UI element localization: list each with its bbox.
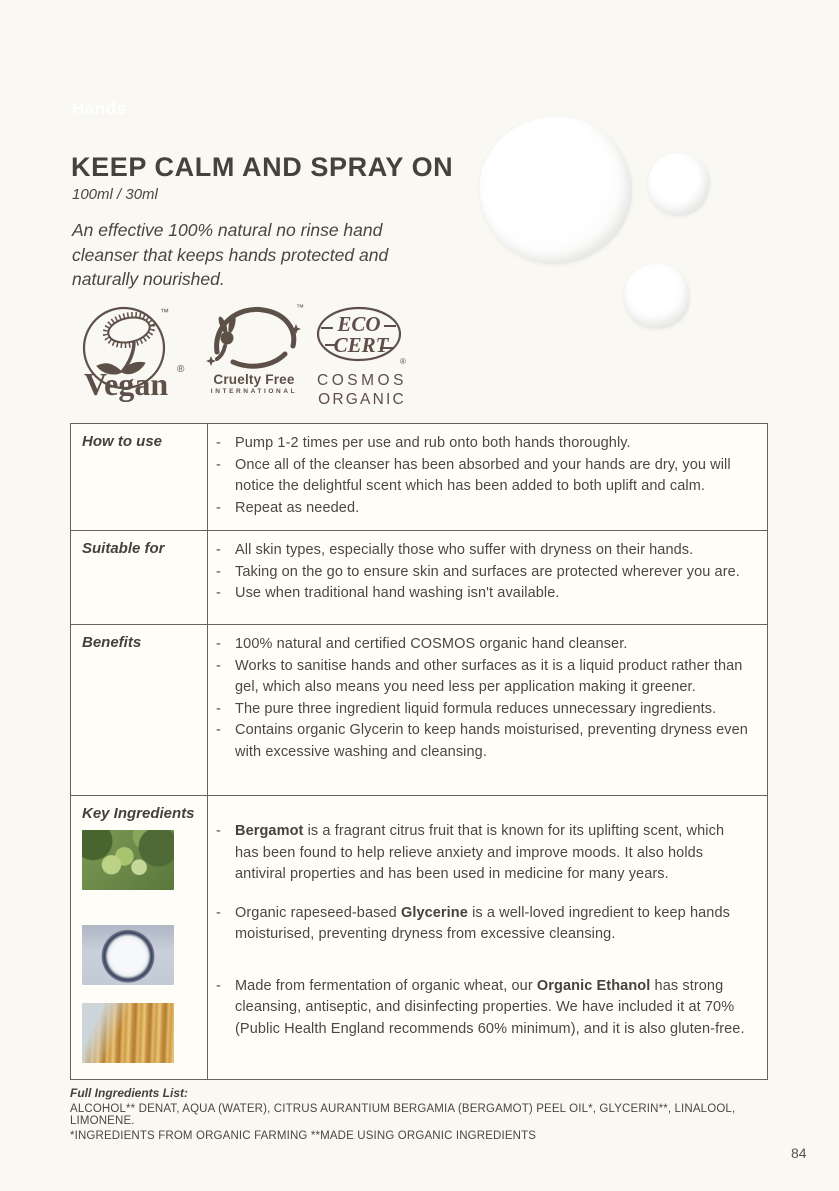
certification-badges [70, 298, 430, 406]
bullet-item [216, 540, 751, 562]
bullet-item [216, 699, 751, 721]
row-label-cell [71, 625, 208, 795]
page-title: KEEP CALM AND SPRAY ON [71, 152, 454, 182]
row-label: How to use [82, 433, 163, 450]
category-label: Hands [72, 99, 127, 118]
ecocert-logo-icon [316, 305, 408, 409]
row-content-cell [208, 625, 767, 795]
bullet-text: 100% natural and certified COSMOS organic hand cleanser. [235, 636, 628, 652]
row-content-cell [208, 424, 767, 530]
bullet-text: Use when traditional hand washing isn't available. [235, 585, 560, 601]
bullet-item [216, 498, 751, 520]
liquid-droplet-medium-image [648, 153, 710, 216]
svg-text:CERT: CERT [333, 333, 389, 357]
liquid-droplet-large-image [471, 107, 642, 274]
cruelty-free-sublabel: INTERNATIONAL [210, 388, 298, 395]
bullet-dash: - [216, 977, 221, 994]
row-label-cell [71, 424, 208, 530]
bullet-dash: - [216, 585, 221, 601]
vegan-logo-icon [72, 300, 194, 402]
full-ingredients-section [70, 1086, 776, 1142]
spec-table [70, 423, 768, 1080]
bullet-item [216, 455, 751, 498]
glycerine-photo [82, 925, 174, 985]
row-label-cell [71, 531, 208, 624]
bullet-dash: - [216, 657, 221, 674]
row-label: Benefits [82, 634, 142, 651]
bullet-text: Pump 1-2 times per use and rub onto both hands thoroughly. [235, 435, 631, 451]
svg-text:™: ™ [296, 303, 304, 312]
table-row [71, 530, 767, 624]
bullet-text: Contains organic Glycerin to keep hands moisturised, preventing dryness even with excessive washing and cleansing. [235, 722, 748, 760]
bullet-text: Taking on the go to ensure skin and surfaces are protected wherever you are. [235, 563, 740, 580]
bullet-dash: - [216, 456, 221, 473]
svg-text:™: ™ [160, 307, 169, 317]
bullet-dash: - [216, 823, 221, 839]
bullet-item [216, 976, 751, 1041]
liquid-droplet-small-image [619, 259, 695, 334]
bullet-dash: - [216, 435, 221, 451]
wheat-photo [82, 1003, 174, 1063]
size-label: 100ml / 30ml [72, 186, 158, 203]
bullet-item [216, 433, 751, 455]
ingredients-footnote: *INGREDIENTS FROM ORGANIC FARMING **MADE USING ORGANIC INGREDIENTS [70, 1130, 537, 1142]
bullet-text: Organic rapeseed-based Glycerine is a well-loved ingredient to keep hands moisturised, preventing dryness from excessive cleansing. [235, 904, 730, 942]
svg-text:®: ® [400, 357, 406, 366]
ecocert-caption-cosmos: COSMOS [317, 372, 407, 389]
table-row [71, 795, 767, 1079]
page-number: 84 [791, 1145, 807, 1161]
svg-text:Vegan: Vegan [84, 366, 169, 402]
svg-text:ECO: ECO [337, 312, 381, 336]
bullet-text: All skin types, especially those who suffer with dryness on their hands. [235, 542, 694, 558]
bullet-dash: - [216, 499, 221, 516]
bullet-dash: - [216, 722, 221, 738]
row-label-cell [71, 796, 208, 1079]
ingredients-list: ALCOHOL** DENAT, AQUA (WATER), CITRUS AURANTIUM BERGAMIA (BERGAMOT) PEEL OIL*, GLYCERIN**, LINALOOL, LIMONENE. [70, 1103, 736, 1127]
row-content-cell [208, 796, 767, 1079]
bullet-dash: - [216, 700, 221, 717]
bullet-dash: - [216, 636, 221, 652]
bullet-item [216, 903, 751, 946]
row-label: Suitable for [82, 540, 165, 557]
bullet-item [216, 634, 751, 656]
bullet-item [216, 656, 751, 699]
product-description: An effective 100% natural no rinse hand cleanser that keeps hands protected and naturally nourished. [72, 220, 389, 289]
bullet-text: Once all of the cleanser has been absorbed and your hands are dry, you will notice the delightful scent which has been added to both uplift and calm. [235, 456, 731, 494]
bullet-text: Repeat as needed. [235, 499, 360, 516]
bullet-item [216, 821, 751, 886]
cruelty-free-logo-icon [203, 300, 305, 395]
bergamot-photo [82, 830, 174, 890]
bullet-text: The pure three ingredient liquid formula reduces unnecessary ingredients. [235, 700, 717, 717]
bullet-item [216, 720, 751, 763]
table-row [71, 424, 767, 530]
bullet-item [216, 562, 751, 584]
table-row [71, 624, 767, 795]
row-label: Key Ingredients [82, 805, 195, 822]
bullet-dash: - [216, 542, 221, 558]
ingredients-heading: Full Ingredients List: [70, 1086, 189, 1100]
bullet-text: Made from fermentation of organic wheat, our Organic Ethanol has strong cleansing, antiseptic, and disinfecting properties. We have included it at 70% (Public Health England recommends 60% minimum), and it is also gluten-free. [235, 977, 745, 1037]
bullet-dash: - [216, 563, 221, 580]
bullet-text: Works to sanitise hands and other surfaces as it is a liquid product rather than gel, which also means you need less per application making it greener. [235, 657, 743, 695]
row-content-cell [208, 531, 767, 624]
cruelty-free-label: Cruelty Free [213, 372, 295, 387]
bullet-item [216, 583, 751, 605]
ecocert-caption-organic: ORGANIC [318, 391, 406, 408]
svg-text:®: ® [177, 364, 185, 375]
bullet-dash: - [216, 904, 221, 921]
bullet-text: Bergamot is a fragrant citrus fruit that is known for its uplifting scent, which has been found to help relieve anxiety and improve moods. It also holds antiviral properties and has been used in medicine for many years. [235, 823, 725, 882]
